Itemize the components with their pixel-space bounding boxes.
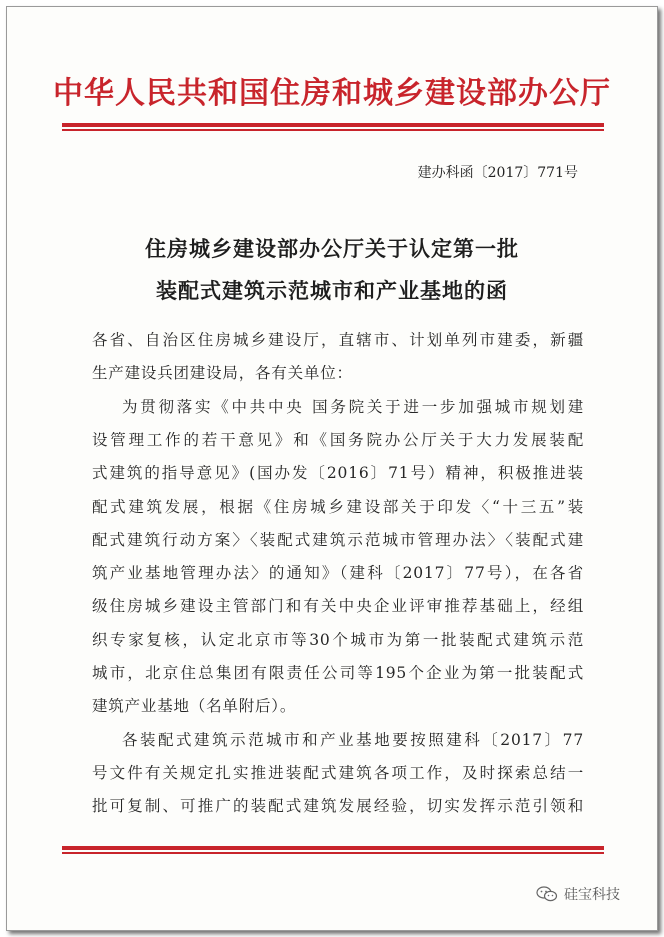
body-line: 式建筑的指导意见》(国办发〔2016〕71号）精神，积极推进装 <box>92 464 584 483</box>
body-line: 为贯彻落实《中共中央 国务院关于进一步加强城市规划建 <box>122 397 584 416</box>
body-line: 级住房城乡建设主管部门和有关中央企业评审推荐基础上，经组 <box>92 597 584 616</box>
footer-rule-thick <box>62 846 604 850</box>
body-line: 各省、自治区住房城乡建设厅，直辖市、计划单列市建委，新疆 <box>92 331 584 349</box>
header-rule-thick <box>62 123 604 127</box>
header-rule-thin <box>62 129 604 131</box>
watermark-label: 硅宝科技 <box>564 887 620 903</box>
issuing-office-title: 中华人民共和国住房和城乡建设部办公厅 <box>53 76 611 111</box>
wechat-icon <box>536 886 558 902</box>
body-line: 各装配式建筑示范城市和产业基地要按照建科〔2017〕77 <box>122 730 584 749</box>
source-watermark <box>536 884 620 904</box>
document-title-line-2: 装配式建筑示范城市和产业基地的函 <box>156 279 508 303</box>
body-line: 织专家复核，认定北京市等30个城市为第一批装配式建筑示范 <box>92 630 584 649</box>
body-line: 批可复制、可推广的装配式建筑发展经验，切实发挥示范引领和 <box>92 797 584 816</box>
document-number: 建办科函〔2017〕771号 <box>417 165 578 181</box>
body-line: 生产建设兵团建设局，各有关单位： <box>92 364 353 383</box>
body-line: 号文件有关规定扎实推进装配式建筑各项工作，及时探索总结一 <box>92 763 584 782</box>
body-line: 筑产业基地管理办法〉的通知》（建科〔2017〕77号），在各省 <box>92 564 584 583</box>
body-line: 城市，北京住总集团有限责任公司等195个企业为第一批装配式 <box>92 664 584 682</box>
document-title-line-1: 住房城乡建设部办公厅关于认定第一批 <box>145 237 519 261</box>
body-line: 建筑产业基地（名单附后）。 <box>92 697 297 716</box>
body-line: 配式建筑发展，根据《住房城乡建设部关于印发〈“十三五”装 <box>92 497 584 516</box>
body-line: 配式建筑行动方案〉〈装配式建筑示范城市管理办法〉〈装配式建 <box>92 530 584 549</box>
footer-rule-thin <box>62 852 604 854</box>
body-line: 设管理工作的若干意见》和《国务院办公厅关于大力发展装配 <box>92 430 584 449</box>
